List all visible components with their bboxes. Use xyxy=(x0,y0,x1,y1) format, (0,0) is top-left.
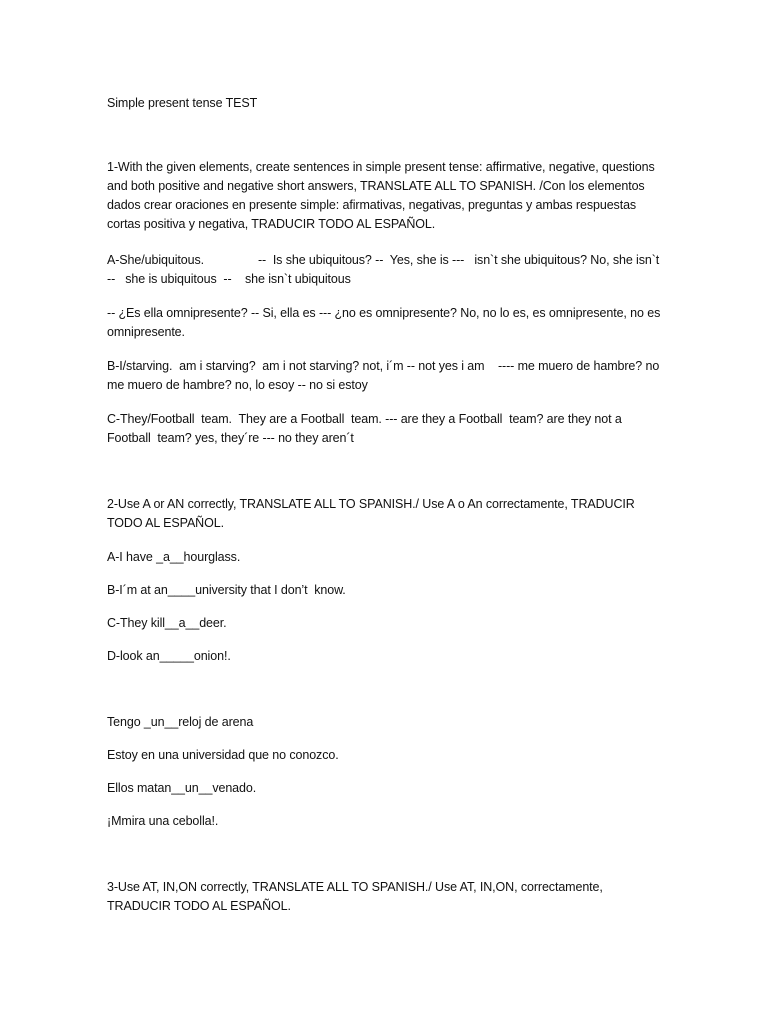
section-2-item-b: B-I´m at an____university that I don’t know. xyxy=(107,583,346,597)
section-2-translation-c: Ellos matan__un__venado. xyxy=(107,781,257,795)
section-2-item-c: C-They kill__a__deer. xyxy=(107,616,227,630)
section-1-item-a-translation: -- ¿Es ella omnipresente? -- Si, ella es --- ¿no es omnipresente? No, no lo es, es omnipresente, no es omnipresente. xyxy=(107,306,664,339)
section-2-instruction: 2-Use A or AN correctly, TRANSLATE ALL TO SPANISH./ Use A o An correctamente, TRADUCIR TODO AL ESPAÑOL. xyxy=(107,497,638,530)
section-1-item-b: B-I/starving. am i starving? am i not starving? not, i´m -- not yes i am ---- me muero de hambre? no me muero de hambre? no, lo esoy -- no si estoy xyxy=(107,359,663,392)
section-1-instruction: 1-With the given elements, create sentences in simple present tense: affirmative, negative, questions and both positive and negative short answers, TRANSLATE ALL TO SPANISH. /Con los elementos dados crear oraciones en presente simple: afirmativas, negativas, preguntas y ambas respuestas cortas positiva y negativa, TRADUCIR TODO AL ESPAÑOL. xyxy=(107,160,658,231)
section-2-translation-d: ¡Mmira una cebolla!. xyxy=(107,814,219,828)
section-2-item-a: A-I have _a__hourglass. xyxy=(107,550,241,564)
section-1-item-c: C-They/Football team. They are a Football team. --- are they a Football team? are they not a Football team? yes, they´re --- no they aren´t xyxy=(107,412,626,445)
section-2-item-d: D-look an_____onion!. xyxy=(107,649,231,663)
section-2-translation-b: Estoy en una universidad que no conozco. xyxy=(107,748,339,762)
document-title: Simple present tense TEST xyxy=(107,96,258,110)
section-3-instruction: 3-Use AT, IN,ON correctly, TRANSLATE ALL TO SPANISH./ Use AT, IN,ON, correctamente, TRADUCIR TODO AL ESPAÑOL. xyxy=(107,880,606,913)
section-2-translation-a: Tengo _un__reloj de arena xyxy=(107,715,254,729)
section-1-item-a: A-She/ubiquitous. -- Is she ubiquitous? -- Yes, she is --- isn`t she ubiquitous? No, she isn`t -- she is ubiquitous -- she isn`t ubiquitous xyxy=(107,253,666,286)
